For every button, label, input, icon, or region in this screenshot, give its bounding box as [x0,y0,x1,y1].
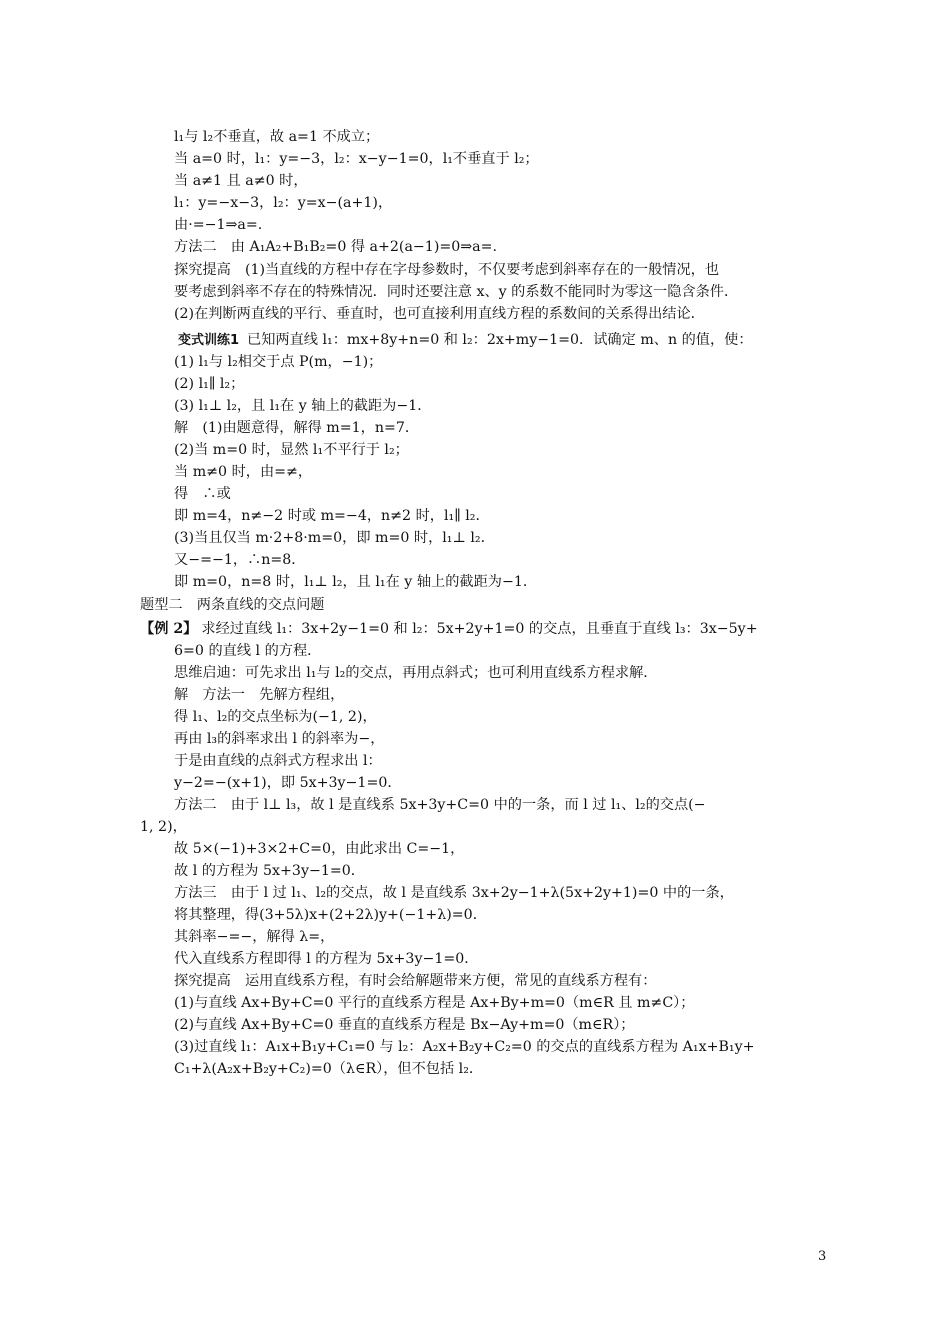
line-text: 探究提高 (1)当直线的方程中存在字母参数时，不仅要考虑到斜率存在的一般情况，也 [174,262,720,278]
text-line [174,772,834,794]
text-line [174,728,834,750]
text-line [174,1058,834,1080]
line-text: 再由 l₃的斜率求出 l 的斜率为−， [174,731,385,747]
line-text: (3)当且仅当 m·2+8·m=0，即 m=0 时，l₁⊥ l₂． [174,530,495,546]
text-line [174,351,834,373]
text-line [174,461,834,483]
text-line [174,549,834,571]
line-text: 故 5×(−1)+3×2+C=0，由此求出 C=−1， [174,841,465,857]
line-text: l₁与 l₂不垂直，故 a=1 不成立； [174,129,380,145]
line-text: 解 方法一 先解方程组， [174,687,345,703]
line-text: 将其整理，得(3+5λ)x+(2+2λ)y+(−1+λ)=0． [174,907,487,923]
text-line [174,571,834,593]
text-line [174,904,834,926]
line-text: 6=0 的直线 l 的方程． [174,643,322,659]
text-line [178,329,838,351]
line-text: 方法二 由于 l⊥ l₃，故 l 是直线系 5x+3y+C=0 中的一条，而 l 过 l₁、l₂的交点(− [174,797,706,813]
line-text: y−2=−(x+1)，即 5x+3y−1=0． [174,775,402,791]
line-text: C₁+λ(A₂x+B₂y+C₂)=0（λ∈R），但不包括 l₂． [174,1061,484,1077]
line-text: 已知两直线 l₁：mx+8y+n=0 和 l₂：2x+my−1=0．试确定 m、n 的值，使： [247,332,753,348]
line-text: 题型二 两条直线的交点问题 [140,597,325,613]
line-text: 当 a≠1 且 a≠0 时， [174,173,308,189]
line-text: 即 m=4，n≠−2 时或 m=−4，n≠2 时，l₁∥ l₂． [174,508,490,524]
line-text: 方法三 由于 l 过 l₁、l₂的交点，故 l 是直线系 3x+2y−1+λ(5x+2y+1)=0 中的一条， [174,885,734,901]
line-text: (2)与直线 Ax+By+C=0 垂直的直线系方程是 Bx−Ay+m=0（m∈R）； [174,1017,635,1033]
line-text: (1)与直线 Ax+By+C=0 平行的直线系方程是 Ax+By+m=0（m∈R 且 m≠C）； [174,995,695,1011]
line-text: 故 l 的方程为 5x+3y−1=0． [174,863,365,879]
text-line [174,706,834,728]
text-line [174,126,834,148]
line-text: 求经过直线 l₁：3x+2y−1=0 和 l₂：5x+2y+1=0 的交点，且垂直于直线 l₃：3x−5y+ [201,621,758,637]
line-text: 即 m=0，n=8 时，l₁⊥ l₂，且 l₁在 y 轴上的截距为−1． [174,574,538,590]
text-line [174,948,834,970]
line-text: 代入直线系方程即得 l 的方程为 5x+3y−1=0． [174,951,479,967]
line-text: 当 m≠0 时，由=≠， [174,464,313,480]
line-text: 探究提高 运用直线系方程，有时会给解题带来方便，常见的直线系方程有： [174,973,657,989]
text-line [174,505,834,527]
line-text: (2)当 m=0 时，显然 l₁不平行于 l₂； [174,442,409,458]
text-line [174,750,834,772]
text-line [174,1036,834,1058]
text-line [174,259,834,281]
text-line [174,281,834,303]
text-line [174,373,834,395]
text-line [140,594,800,616]
line-text: (3)过直线 l₁：A₁x+B₁y+C₁=0 与 l₂：A₂x+B₂y+C₂=0 的交点的直线系方程为 A₁x+B₁y+ [174,1039,755,1055]
text-line [174,684,834,706]
line-text: 方法二 由 A₁A₂+B₁B₂=0 得 a+2(a−1)=0⇒a=. [174,239,498,255]
text-line [174,838,834,860]
text-line [174,170,834,192]
line-text: (2) l₁∥ l₂； [174,376,245,392]
text-line [174,417,834,439]
text-line [174,992,834,1014]
text-line [174,192,834,214]
text-line [174,395,834,417]
line-text: (1) l₁与 l₂相交于点 P(m，−1)； [174,354,383,370]
text-line [174,662,834,684]
text-line [174,926,834,948]
text-line [174,794,834,816]
line-text: 其斜率−=−，解得 λ=， [174,929,335,945]
text-line [174,148,834,170]
line-text: l₁：y=−x−3，l₂：y=x−(a+1)， [174,195,393,211]
text-line [174,483,834,505]
line-text: 由·=−1⇒a=. [174,217,263,233]
line-text: (3) l₁⊥ l₂，且 l₁在 y 轴上的截距为−1． [174,398,432,414]
text-line [140,816,800,838]
line-text: 要考虑到斜率不存在的特殊情况．同时还要注意 x、y 的系数不能同时为零这一隐含条件． [174,284,739,300]
text-line [140,618,800,640]
text-line [174,860,834,882]
line-text: (2)在判断两直线的平行、垂直时，也可直接利用直线方程的系数间的关系得出结论． [174,306,705,322]
example-label: 【例 2】 [140,621,198,637]
line-text: 1, 2)， [140,819,187,835]
line-text: 得 ∴或 [174,486,231,502]
text-line [174,236,834,258]
text-line [174,439,834,461]
line-text: 解 (1)由题意得，解得 m=1，n=7． [174,420,420,436]
line-text: 于是由直线的点斜式方程求出 l： [174,753,382,769]
page-number: 3 [818,1249,827,1264]
text-line [174,303,834,325]
text-line [174,882,834,904]
line-text: 思维启迪：可先求出 l₁与 l₂的交点，再用点斜式；也可利用直线系方程求解． [174,665,658,681]
line-text: 得 l₁、l₂的交点坐标为(−1, 2)， [174,709,377,725]
text-line [174,214,834,236]
line-text: 又−=−1，∴n=8． [174,552,306,568]
text-line [174,527,834,549]
line-text: 当 a=0 时，l₁：y=−3，l₂：x−y−1=0，l₁不垂直于 l₂； [174,151,539,167]
text-line [174,970,834,992]
exercise-label: 变式训练1 [178,333,240,348]
text-line [174,1014,834,1036]
text-line [174,640,834,662]
